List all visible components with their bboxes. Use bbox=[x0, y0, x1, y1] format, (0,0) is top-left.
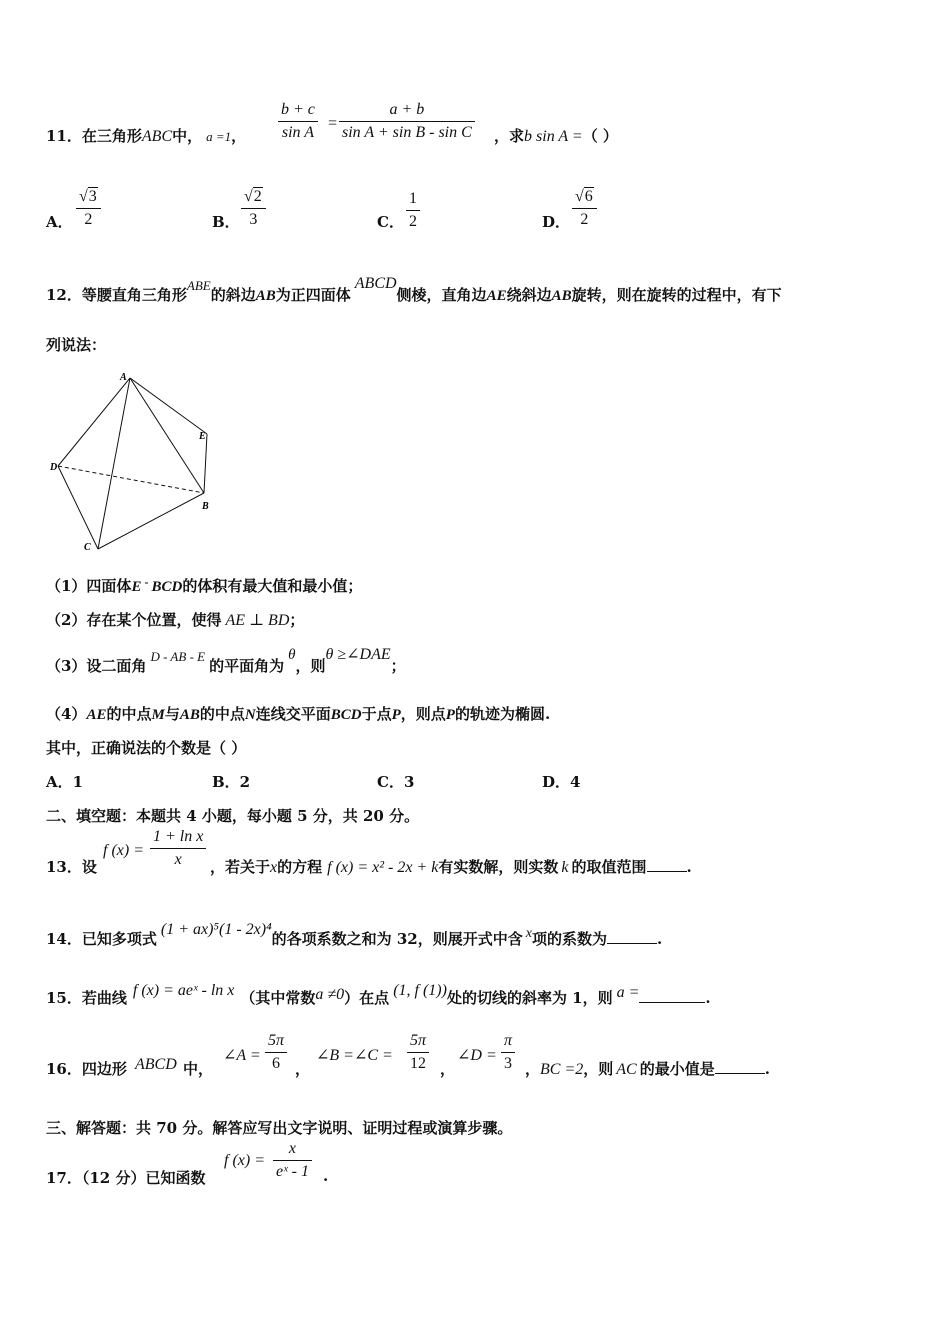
q14-line: 14．已知多项式(1 + ax)⁵(1 - 2x)⁴的各项系数之和为 32，则展开式中含 x项的系数为 . bbox=[46, 921, 663, 948]
sqrt-icon: √2 bbox=[244, 188, 262, 205]
edge-ab bbox=[130, 378, 204, 493]
q11-choice-a-label: A． bbox=[46, 213, 73, 231]
q11-fraction-left: $\frac{b + c}{\text{sin A}}$ bbox=[278, 101, 318, 142]
q15-line: 15．若曲线 f (x) = aeˣ - ln x （其中常数a ≠0）在点 (1, f (1))处的切线的斜率为 1，则 a = . bbox=[46, 982, 711, 1007]
q17-fraction: $\frac{x}{\text{eˣ - 1}}$ bbox=[273, 1140, 312, 1181]
edge-db bbox=[58, 466, 204, 493]
q16-angle-a: ∠A = bbox=[223, 1047, 261, 1064]
q11-equals: = bbox=[328, 115, 338, 132]
q14-answer-blank[interactable] bbox=[607, 943, 657, 944]
q16-fraction-d: $\frac{\pi}{3}$ bbox=[501, 1032, 515, 1073]
edge-ad bbox=[58, 378, 130, 466]
label-b: B bbox=[202, 501, 209, 512]
label-a: A bbox=[120, 372, 127, 383]
edge-cb bbox=[98, 493, 204, 549]
q12-choice-a: A．1 bbox=[46, 773, 84, 791]
q11-tail bbox=[494, 125, 618, 146]
q11-paren: （ ） bbox=[582, 127, 618, 145]
q12-number: 12． bbox=[46, 286, 82, 304]
q16-number: 16．四边形 bbox=[46, 1060, 127, 1078]
edge-dc bbox=[58, 466, 98, 549]
q11-choice-b: $\frac{√2}{3}$ bbox=[241, 188, 266, 229]
q16-abcd: ABCD bbox=[135, 1056, 177, 1073]
q12-ask: 其中，正确说法的个数是（ ） bbox=[46, 739, 247, 757]
sqrt-icon: √3 bbox=[79, 188, 97, 205]
q12-choice-c: C．3 bbox=[377, 773, 415, 791]
q12-abcd: ABCD bbox=[354, 275, 397, 292]
q12-choice-b: B．2 bbox=[212, 773, 251, 791]
q15-answer-blank[interactable] bbox=[639, 1002, 705, 1003]
q17-number: 17．（12 分）已知函数 bbox=[46, 1169, 206, 1187]
q11-cond-a: a =1 bbox=[206, 129, 232, 144]
q11-choice-c-label: C． bbox=[377, 213, 404, 231]
q17-fx: f (x) = bbox=[224, 1152, 265, 1169]
label-c: C bbox=[84, 542, 91, 553]
q12-abe: ABE bbox=[186, 278, 211, 293]
q11-ask: b sin A = bbox=[524, 128, 583, 145]
q16-fraction-b: $\frac{5\pi}{12}$ bbox=[407, 1032, 429, 1073]
q15-curve: f (x) = aeˣ - ln x bbox=[132, 982, 235, 999]
q12-line-2: 列说法： bbox=[46, 336, 107, 354]
q11-number: 11． bbox=[46, 127, 82, 145]
q11-text-2: 中， bbox=[172, 127, 203, 145]
tetrahedron-figure bbox=[46, 368, 226, 558]
q11-choice-b-label: B． bbox=[212, 213, 240, 231]
q11-abc: ABC bbox=[141, 128, 173, 145]
label-d: D bbox=[50, 462, 58, 473]
q11-choice-a: $\frac{√3}{2}$ bbox=[76, 188, 101, 229]
q11-line bbox=[46, 104, 247, 145]
q12-choice-d: D．4 bbox=[542, 773, 581, 791]
q16-angle-d: ∠D = bbox=[457, 1047, 497, 1064]
q16-tail: ，BC =2，则 AC 的最小值是 . bbox=[525, 1060, 770, 1078]
q12-statement-3: （3）设二面角D - AB - E的平面角为θ，则θ ≥∠DAE； bbox=[46, 646, 406, 675]
q12-statement-4: （4）AE的中点M与AB的中点N连线交平面BCD于点P，则点P的轨迹为椭圆. bbox=[46, 705, 551, 723]
q12-line-1: 12．等腰直角三角形ABE的斜边AB为正四面体ABCD侧棱，直角边AE绕斜边AB旋转，则在旋转的过程中，有下 bbox=[46, 275, 782, 304]
q16-angle-bc: ∠B =∠C = bbox=[316, 1047, 393, 1064]
q11-choice-d: $\frac{√6}{2}$ bbox=[572, 188, 597, 229]
q13-number: 13．设 bbox=[46, 858, 97, 876]
edge-eb bbox=[204, 434, 207, 493]
q14-poly: (1 + ax)⁵(1 - 2x)⁴ bbox=[160, 921, 272, 938]
q16-fraction-a: $\frac{5\pi}{6}$ bbox=[265, 1032, 287, 1073]
section-2-heading: 二、填空题：本题共 4 小题，每小题 5 分，共 20 分。 bbox=[46, 807, 420, 825]
section-3-heading: 三、解答题：共 70 分。解答应写出文字说明、证明过程或演算步骤。 bbox=[46, 1119, 513, 1137]
q16-answer-blank[interactable] bbox=[715, 1073, 765, 1074]
q13-tail: ，若关于x的方程 f (x) = x² - 2x + k有实数解，则实数 k 的取值范围 . bbox=[210, 858, 692, 876]
q13-fx: f (x) = bbox=[103, 842, 144, 859]
q12-statement-1: （1）四面体E - BCD的体积有最大值和最小值； bbox=[46, 575, 363, 595]
sqrt-icon: √6 bbox=[575, 188, 593, 205]
edge-ac bbox=[98, 378, 130, 549]
q11-choice-d-label: D． bbox=[542, 213, 571, 231]
q13-answer-blank[interactable] bbox=[647, 871, 687, 872]
q11-comma: ， bbox=[231, 127, 247, 145]
label-e: E bbox=[199, 431, 206, 442]
q12-statement-2: （2）存在某个位置，使得 AE ⊥ BD； bbox=[46, 611, 305, 629]
edge-ae bbox=[130, 378, 207, 434]
q11-choice-c: $\frac{1}{2}$ bbox=[406, 190, 420, 231]
q13-fraction: $\frac{\text{1 + ln x}}{x}$ bbox=[150, 828, 206, 869]
q11-text-3: ，求 bbox=[494, 127, 525, 145]
q11-fraction-right: $\frac{a + b}{\text{sin A + sin B - sin C}}$ bbox=[339, 101, 475, 142]
q11-text-1: 在三角形 bbox=[81, 127, 142, 145]
